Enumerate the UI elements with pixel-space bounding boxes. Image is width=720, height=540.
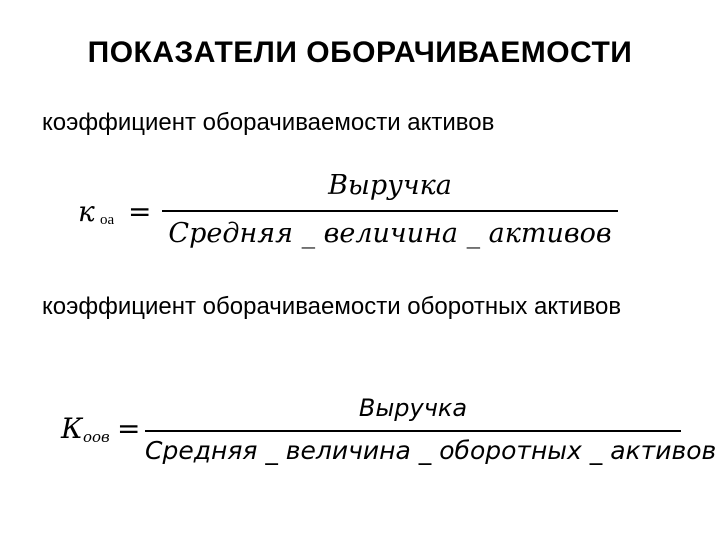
current-asset-turnover-caption: коэффициент оборачиваемости оборотных активов <box>42 293 622 320</box>
fraction-bar <box>145 430 681 432</box>
formula-denominator: Средняя _ величина _ оборотных _ активов <box>145 436 717 465</box>
formula-symbol: к <box>78 195 95 228</box>
current-asset-turnover-formula <box>55 390 717 480</box>
formula-denominator: Средняя _ величина _ активов <box>168 218 612 249</box>
formula-subscript: оов <box>83 428 110 446</box>
equals-sign: = <box>128 195 152 228</box>
slide-title: ПОКАЗАТЕЛИ ОБОРАЧИВАЕМОСТИ <box>87 36 633 69</box>
equals-sign: = <box>117 412 141 445</box>
formula-subscript: оа <box>100 212 115 228</box>
asset-turnover-caption: коэффициент оборачиваемости активов <box>42 109 495 136</box>
formula-numerator: Выручка <box>358 394 468 422</box>
formula-symbol: К <box>61 412 83 445</box>
asset-turnover-formula <box>70 168 630 258</box>
fraction-bar <box>162 210 618 212</box>
formula-numerator: Выручка <box>328 170 452 201</box>
